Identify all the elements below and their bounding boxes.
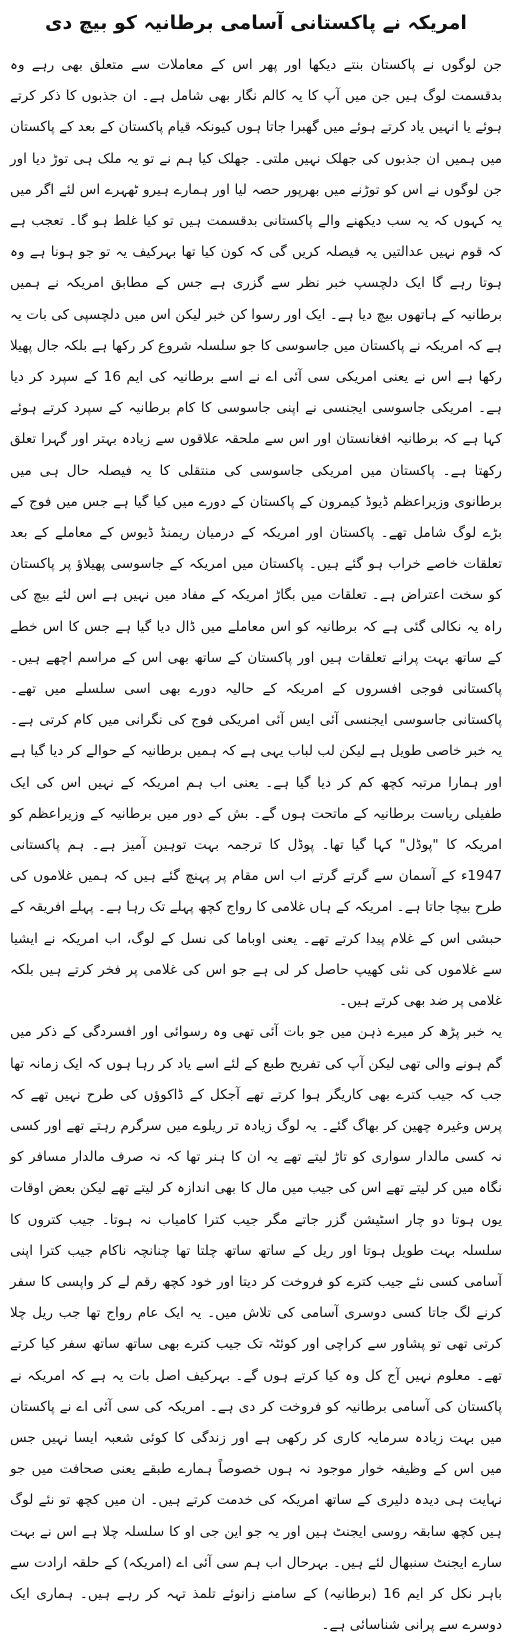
- article-paragraph: یہ خبر پڑھ کر میرے ذہن میں جو بات آئی تھی وہ رسوائی اور افسردگی کے ذکر میں گم ہونے والی تھی لیکن آپ کی تفریح طبع کے لئے اسے یاد کر رہا ہوں کہ ایک زمانہ تھا جب کہ جیب کترے بھی کاریگر ہوا کرتے تھے آجکل کے ڈاکوؤں کی طرح نہیں تھے کہ پرس وغیرہ چھین کر بھاگ گئے۔ یہ لوگ زیادہ تر ریلوے میں سرگرم رہتے تھے اور کسی نہ کسی مالدار سواری کو تاڑ لیتے تھے یہ ان کا ہنر تھا کہ نہ صرف مالدار مسافر کو نگاہ میں کر لیتے تھے اس کی جیب میں مال کا بھی اندازہ کر لیتے تھے لیکن بعض اوقات یوں ہوتا دو چار اسٹیشن گزر جاتے مگر جیب کترا کامیاب نہ ہوتا۔ جیب کتروں کا سلسلہ بہت طویل ہوتا اور ریل کے ساتھ ساتھ چلتا تھا چنانچہ ناکام جیب کترا اپنی آسامی کسی نئے جیب کترے کو فروخت کر دیتا اور خود کچھ رقم لے کر واپسی کا سفر کرنے لگ جاتا کسی دوسری آسامی کی تلاش میں۔ یہ ایک عام رواج تھا جب ریل چلا کرتی تھی تو پشاور سے کراچی اور کوئٹہ تک جیب کترے بھی ساتھ ساتھ سفر کیا کرتے تھے۔ معلوم نہیں آج کل وہ کیا کرتے ہوں گے۔ بہرکیف اصل بات یہ ہے کہ امریکہ نے پاکستان کی آسامی برطانیہ کو فروخت کر دی ہے۔ امریکہ کی سی آئی اے نے پاکستان میں بہت زیادہ سرمایہ کاری کر رکھی ہے اور زندگی کا کوئی شعبہ ایسا نہیں جس میں اس کے وظیفہ خوار موجود نہ ہوں خصوصاً ہمارے طبقے یعنی صحافت میں جو نہایت ہی دیدہ دلیری کے ساتھ امریکہ کی خدمت کرتے ہیں۔ ان میں کچھ تو نئے لوگ ہیں کچھ سابقہ روسی ایجنٹ ہیں اور یہ جو این جی او کا سلسلہ چلا ہے اس نے بہت سارے ایجنٹ سنبھال لئے ہیں۔ بہرحال اب ہم سی آئی اے (امریکہ) کے حلقہ ارادت سے باہر نکل کر ایم 16 (برطانیہ) کے سامنے زانوئے تلمذ تہہ کر رہے ہیں۔ ہماری ایک دوسرے سے پرانی شناسائی ہے۔: [10, 1024, 503, 1634]
- article-title: امریکہ نے پاکستانی آسامی برطانیہ کو بیچ دی: [45, 12, 467, 34]
- article-paragraph: جن لوگوں نے پاکستان بنتے دیکھا اور پھر اس کے معاملات سے متعلق بھی رہے وہ بدقسمت لوگ ہیں جن میں آپ کا یہ کالم نگار بھی شامل ہے۔ ان جذبوں کا ذکر کرتے ہوئے یا انہیں یاد کرتے ہوئے میں گھبرا جاتا ہوں کیونکہ قیام پاکستان کے بعد کے پاکستان میں ہمیں ان جذبوں کی جھلک نہیں ملتی۔ جھلک کیا ہم نے تو یہ ملک ہی توڑ دیا اور جن لوگوں نے اس کو توڑنے میں بھرپور حصہ لیا اور ہمارے ہیرو ٹھہرے اس لئے اگر میں یہ کہوں کہ یہ سب دیکھنے والے پاکستانی بدقسمت ہیں تو کیا غلط ہو گا۔ تعجب ہے کہ قوم نہیں عدالتیں یہ فیصلہ کریں گی کہ کون کیا تھا بہرکیف یہ تو جو ہونا ہے وہ ہوتا رہے گا ایک دلچسپ خبر نظر سے گزری ہے جس کے مطابق امریکہ نے ہمیں برطانیہ کے ہاتھوں بیچ دیا ہے۔ ایک اور رسوا کن خبر لیکن اس میں دلچسپی کی بات یہ ہے کہ امریکہ نے پاکستان میں جاسوسی کا جو سلسلہ شروع کر رکھا ہے بلکہ جال پھیلا رکھا ہے اس نے یعنی امریکی سی آئی اے نے اسے برطانیہ کی ایم 16 کے سپرد کر دیا ہے۔ امریکی جاسوسی ایجنسی نے اپنی جاسوسی کا کام برطانیہ کے سپرد کرتے ہوئے کہا ہے کہ برطانیہ افغانستان اور اس سے ملحقہ علاقوں سے زیادہ بہتر اور گہرا تعلق رکھتا ہے۔ پاکستان میں امریکی جاسوسی کی منتقلی کا یہ فیصلہ حال ہی میں برطانوی وزیراعظم ڈیوڈ کیمرون کے پاکستان کے دورے میں کیا گیا ہے جس میں فوج کے بڑے لوگ شامل تھے۔ پاکستان اور امریکہ کے درمیان ریمنڈ ڈیوس کے معاملے کے بعد تعلقات خاصے خراب ہو گئے ہیں۔ پاکستان میں امریکہ کے جاسوسی پھیلاؤ پر پاکستان کو سخت اعتراض ہے۔ تعلقات میں بگاڑ امریکہ کے مفاد میں نہیں ہے اس لئے بیچ کی راہ یہ نکالی گئی ہے کہ برطانیہ کو اس معاملے میں ڈال دیا گیا ہے جس کا اس خطے کے ساتھ بہت پرانے تعلقات ہیں اور پاکستان کے ساتھ بھی اس کے مراسم اچھے ہیں۔ پاکستانی فوجی افسروں کے امریکہ کے حالیہ دورے بھی اسی سلسلے میں تھے۔ پاکستانی جاسوسی ایجنسی آئی ایس آئی امریکی فوج کی نگرانی میں کام کرتی ہے۔ یہ خبر خاصی طویل ہے لیکن لب لباب یہی ہے کہ ہمیں برطانیہ کے حوالے کر دیا گیا ہے اور ہمارا مرتبہ کچھ کم کر دیا گیا ہے۔ یعنی اب ہم امریکہ کے نہیں اس کی ایک طفیلی ریاست برطانیہ کے ماتحت ہوں گے۔ بش کے دور میں برطانیہ کے وزیراعظم کو امریکہ کا "پوڈل" کہا گیا تھا۔ پوڈل کا ترجمہ بہت توہین آمیز ہے۔ ہم پاکستانی 1947ء کے آسمان سے گرتے گرتے اب اس مقام پر پہنچ گئے ہیں کہ ہمیں غلاموں کی طرح بیچا جاتا ہے۔ امریکہ کے ہاں غلامی کا رواج کچھ پہلے تک رہا ہے۔ پہلے افریقہ کے حبشی اس کے غلام پیدا کرتے تھے۔ یعنی اوباما کی نسل کے لوگ، اب امریکہ نے ایشیا سے غلاموں کی نئی کھیپ حاصل کر لی ہے جو اس کی غلامی پر فخر کرتے ہیں بلکہ غلامی پر ضد بھی کرتے ہیں۔: [10, 57, 502, 1010]
